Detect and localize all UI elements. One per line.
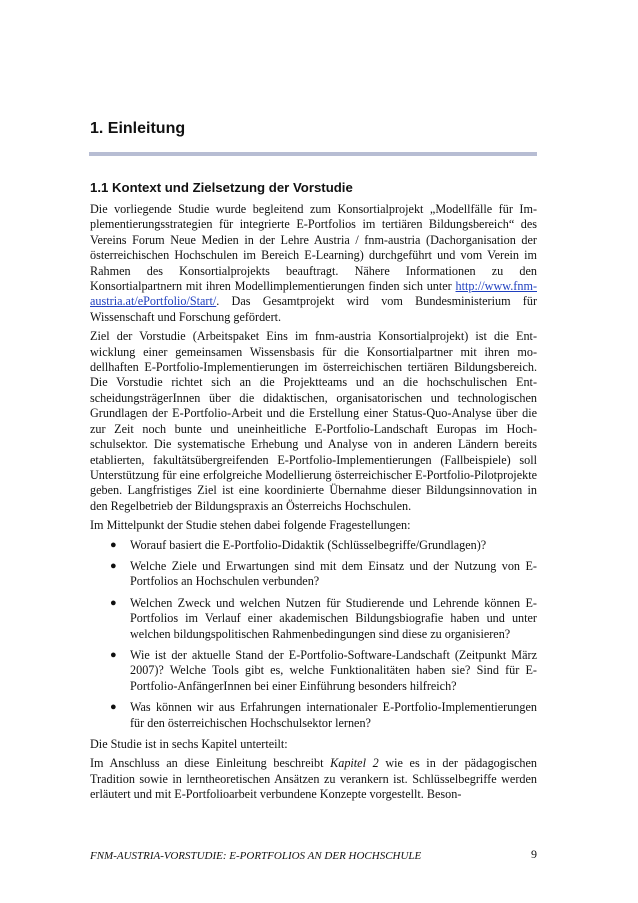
paragraph-chapter-overview xyxy=(90,756,537,802)
paragraph-text: Die vorliegende Studie wurde begleitend zum Konsortialprojekt „Modellfälle für Implementierungsstrategien für integrierte E-Portfolios im tertiären Bildungsbereich“ des Vereins Forum Neue Medien in der Lehre Austria / fnm-austria (Dachorganisation der österreichischen Hochschulen im Bereich E-Learning) durchgeführt und vom Verein im Rahmen des Konsortialprojekts beauftragt. Nähere Informationen zu den Konsortialpartnern mit ihren Modellimplementierungen finden sich unter xyxy=(90,202,537,294)
paragraph-text: wie es in der pädagogischen Tradition sowie in lerntheoretischen Ansätzen zu verankern ist. Schlüsselbegriffe werden erläutert und mit E-Portfolioarbeit verbundene Konzepte vorgestellt. Beson- xyxy=(90,756,538,802)
chapter-divider xyxy=(89,152,537,156)
paragraph-goal: Ziel der Vorstudie (Arbeitspaket Eins im fnm-austria Konsortialprojekt) ist die Entwicklung einer gemeinsamen Wissensbasis für die Konsortialpartner mit ihren modellhaften E-Portfolio-Implementierungen im österreichischen tertiären Bildungsbereich. Die Vorstudie richtet sich an die Projektteams und an die hochschulischen EntscheidungsträgerInnen über die didaktischen, organisatorischen und technologischen Grundlagen der E-Portfolio-Arbeit und die Erstellung einer Status-Quo-Analyse über die zur Zeit noch bunte und uneinheitliche E-Portfolio-Landschaft Europas im Hochschulsektor. Die systematische Erhebung und Analyse von in anderen Ländern bereits etablierten, fakultätsübergreifenden E-Portfolio-Implementierungen (Fallbeispiele) soll Unterstützung für eine erfolgreiche Modellierung österreichischer E-Portfolio-Pilotprojekte geben. Langfristiges Ziel ist eine koordinierte Übernahme dieser Bildungsinnovation in den Regelbetrieb der Bildungspraxis an Österreichs Hochschulen. xyxy=(90,329,537,513)
bullet-icon: ● xyxy=(110,538,117,551)
question-list xyxy=(90,538,537,731)
question-text: Was können wir aus Erfahrungen internationaler E-Portfolio-Implementierungen für den österreichischen Hochschulsektor lernen? xyxy=(130,700,537,730)
list-item xyxy=(90,559,537,590)
page-number: 9 xyxy=(531,847,537,861)
running-footer: FNM-AUSTRIA-VORSTUDIE: E-PORTFOLIOS AN DER HOCHSCHULE xyxy=(90,850,422,862)
project-link[interactable]: http://www.fnm-austria.at/ePortfolio/Start/ xyxy=(90,279,537,309)
body-text xyxy=(90,202,537,807)
question-text: Worauf basiert die E-Portfolio-Didaktik (Schlüsselbegriffe/Grundlagen)? xyxy=(130,537,487,552)
paragraph-structure: Die Studie ist in sechs Kapitel unterteilt: xyxy=(90,737,288,751)
chapter-title: 1. Einleitung xyxy=(90,120,186,137)
section-title: 1.1 Kontext und Zielsetzung der Vorstudie xyxy=(90,180,353,195)
question-text: Welche Ziele und Erwartungen sind mit dem Einsatz und der Nutzung von E-Portfolios an Hochschulen verbunden? xyxy=(130,558,537,589)
paragraph-text: Im Anschluss an diese Einleitung beschreibt xyxy=(90,756,331,771)
chapter-reference: Kapitel 2 xyxy=(330,756,379,771)
question-text: Wie ist der aktuelle Stand der E-Portfolio-Software-Landschaft (Zeitpunkt März 2007)? Welche Tools gibt es, welche Funktionalitäten haben sie? Sind für E-Portfolio-AnfängerInnen bei einer Einführung besonders hilfreich? xyxy=(130,647,537,693)
bullet-icon: ● xyxy=(110,648,117,661)
bullet-icon: ● xyxy=(110,701,117,714)
list-item xyxy=(90,648,537,694)
question-text: Welchen Zweck und welchen Nutzen für Studierende und Lehrende können E-Portfolios im Verlauf einer akademischen Bildungsbiografie haben und unter welchen bildungspolitischen Rahmenbedingungen sind diese zu organisieren? xyxy=(130,595,537,641)
bullet-icon: ● xyxy=(110,596,117,609)
list-item xyxy=(90,596,537,642)
paragraph-text: . Das Gesamtprojekt wird vom Bundesministerium für Wissenschaft und Forschung gefördert. xyxy=(90,294,537,324)
paragraph-context xyxy=(90,202,537,325)
paragraph-questions-intro: Im Mittelpunkt der Studie stehen dabei folgende Fragestellungen: xyxy=(90,518,411,533)
bullet-icon: ● xyxy=(110,559,117,572)
list-item xyxy=(90,538,537,553)
list-item xyxy=(90,700,537,731)
